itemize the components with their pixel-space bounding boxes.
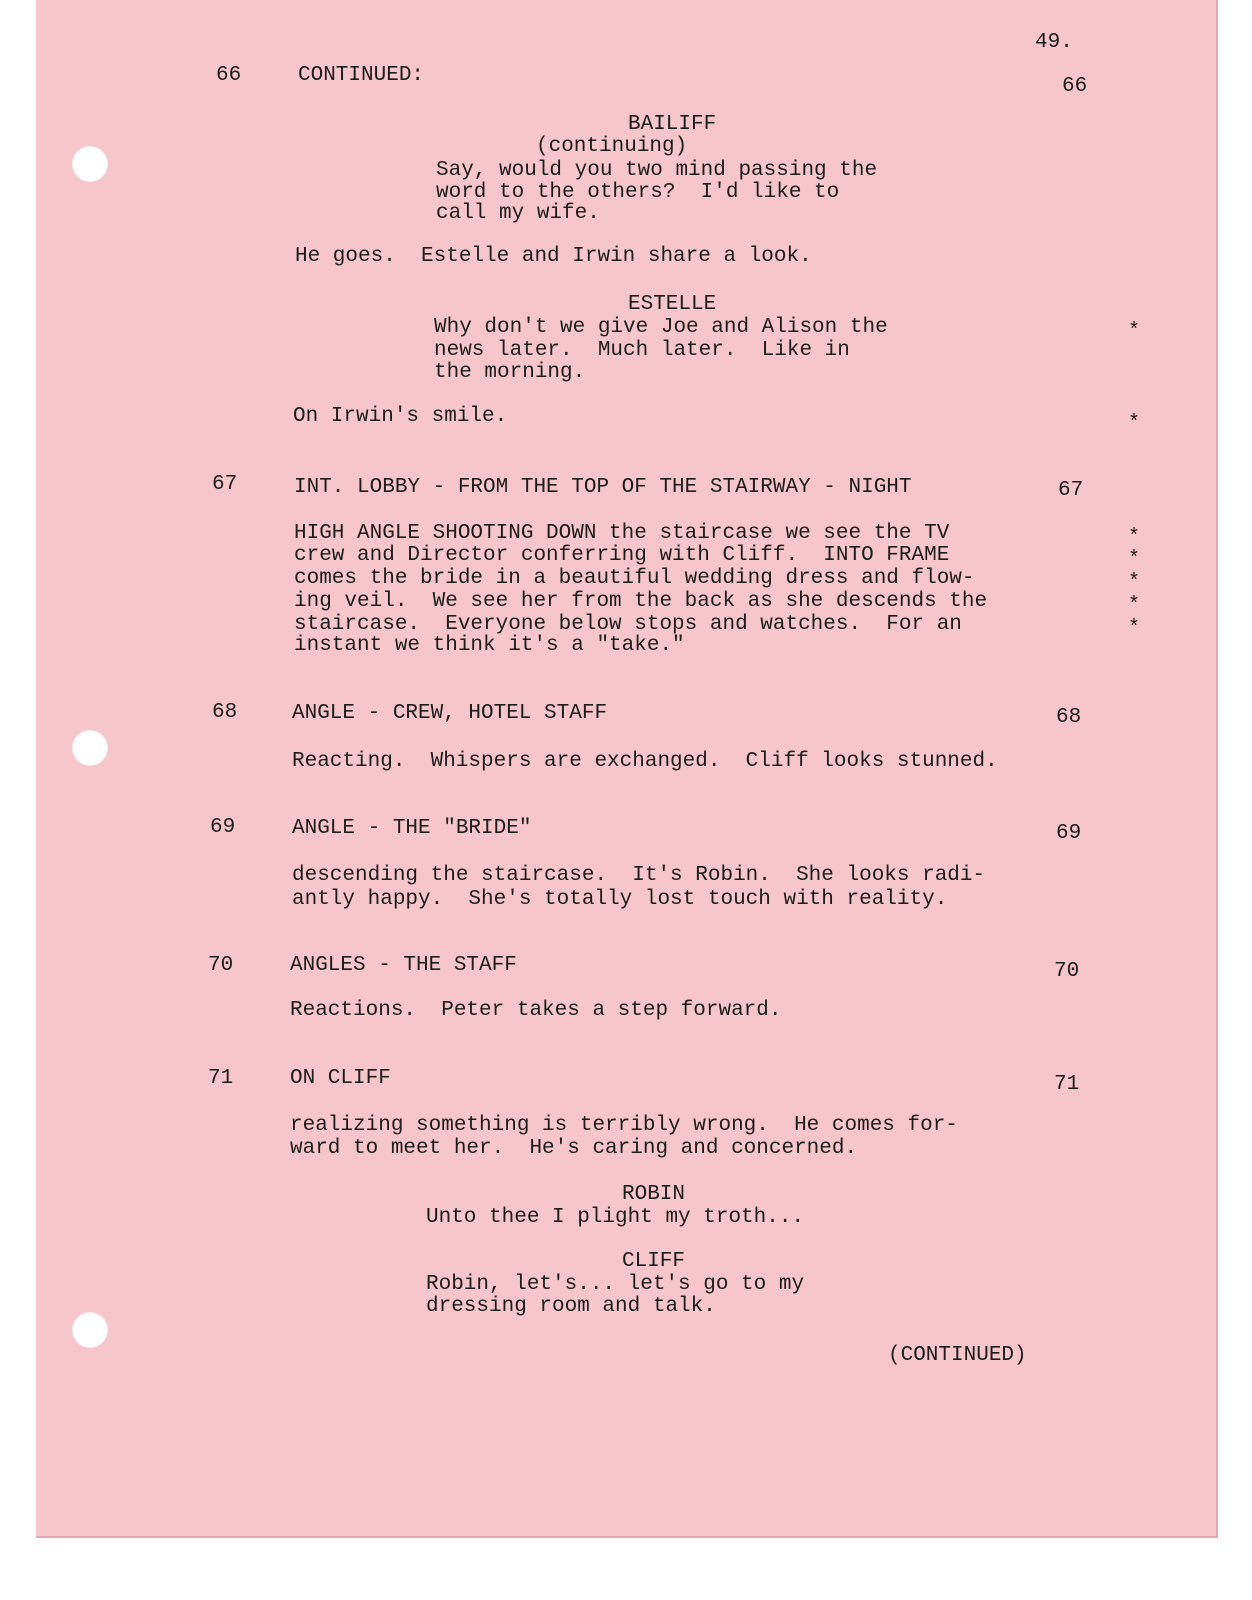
action-line: crew and Director conferring with Cliff. INTO FRAME [294, 544, 950, 567]
revision-asterisk: * [1128, 320, 1141, 343]
revision-asterisk: * [1128, 594, 1141, 617]
action-line: Reacting. Whispers are exchanged. Cliff looks stunned. [292, 750, 998, 773]
revision-asterisk: * [1128, 548, 1141, 571]
action-line: ing veil. We see her from the back as she descends the [294, 590, 988, 613]
scene-heading: ANGLES - THE STAFF [290, 954, 517, 977]
script-page [36, 0, 1218, 1538]
revision-asterisk: * [1128, 571, 1141, 594]
action-line: descending the staircase. It's Robin. She looks radi- [292, 864, 986, 887]
action-line: comes the bride in a beautiful wedding dress and flow- [294, 567, 975, 590]
dialogue-line: the morning. [434, 361, 586, 384]
scene-heading: ANGLE - THE "BRIDE" [292, 817, 532, 840]
action-line: He goes. Estelle and Irwin share a look. [295, 245, 812, 268]
scene-heading: INT. LOBBY - FROM THE TOP OF THE STAIRWAY - NIGHT [294, 476, 912, 499]
continued-footer: (CONTINUED) [888, 1344, 1027, 1367]
scene-number-right: 66 [1062, 75, 1088, 98]
binder-hole-top [72, 146, 108, 182]
scene-heading: ANGLE - CREW, HOTEL STAFF [292, 702, 608, 725]
scene-number-right: 67 [1058, 479, 1084, 502]
scene-number-left: 68 [212, 701, 238, 724]
dialogue-line: Why don't we give Joe and Alison the [434, 316, 888, 339]
scene-number-right: 70 [1054, 960, 1080, 983]
parenthetical: (continuing) [536, 135, 688, 158]
dialogue-line: news later. Much later. Like in [434, 339, 850, 362]
scene-heading: ON CLIFF [290, 1067, 391, 1090]
binder-hole-bottom [72, 1312, 108, 1348]
scene-number-left: 69 [210, 816, 236, 839]
action-line: HIGH ANGLE SHOOTING DOWN the staircase we see the TV [294, 522, 950, 545]
scene-number-left: 71 [208, 1067, 234, 1090]
action-line: On Irwin's smile. [293, 405, 508, 428]
page-number: 49. [1035, 31, 1073, 54]
action-line: staircase. Everyone below stops and watches. For an [294, 613, 962, 636]
scene-number-left: 70 [208, 954, 234, 977]
scene-number-left: 66 [216, 64, 242, 87]
scene-number-right: 69 [1056, 822, 1082, 845]
action-line: ward to meet her. He's caring and concerned. [290, 1137, 858, 1160]
scene-number-left: 67 [212, 473, 238, 496]
character-name: ROBIN [622, 1183, 686, 1206]
revision-asterisk: * [1128, 617, 1141, 640]
character-name: ESTELLE [628, 293, 717, 316]
dialogue-line: Say, would you two mind passing the [436, 159, 878, 182]
dialogue-line: Unto thee I plight my troth... [426, 1206, 805, 1229]
action-line: Reactions. Peter takes a step forward. [290, 999, 782, 1022]
binder-hole-middle [72, 730, 108, 766]
action-line: antly happy. She's totally lost touch with reality. [292, 888, 948, 911]
dialogue-line: dressing room and talk. [426, 1295, 716, 1318]
dialogue-line: word to the others? I'd like to [436, 181, 840, 204]
character-name: BAILIFF [628, 113, 717, 136]
action-line: realizing something is terribly wrong. He comes for- [290, 1114, 958, 1137]
scene-number-right: 68 [1056, 706, 1082, 729]
action-line: instant we think it's a "take." [294, 634, 685, 657]
revision-asterisk: * [1128, 526, 1141, 549]
scene-heading: CONTINUED: [298, 64, 425, 87]
scene-number-right: 71 [1054, 1073, 1080, 1096]
revision-asterisk: * [1128, 412, 1141, 435]
dialogue-line: call my wife. [436, 202, 600, 225]
character-name: CLIFF [622, 1250, 686, 1273]
dialogue-line: Robin, let's... let's go to my [426, 1273, 805, 1296]
